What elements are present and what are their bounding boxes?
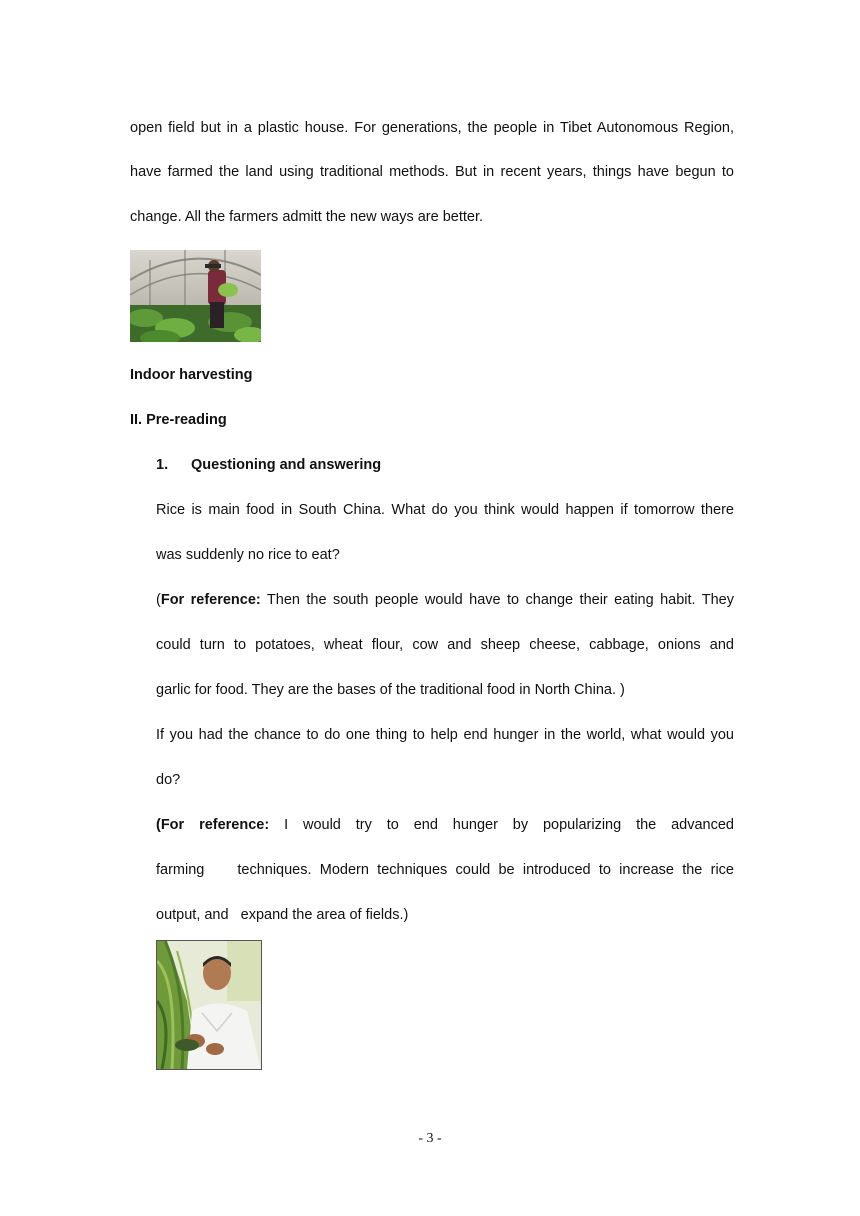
reference-1-open-paren: ( — [156, 592, 161, 608]
scientist-rice-field-photo — [156, 940, 262, 1070]
reference-1-line-1 — [156, 590, 734, 610]
subsection-number: 1. — [156, 457, 169, 473]
section-heading: II. Pre-reading — [130, 412, 227, 428]
reference-1-text-1: Then the south people would have to change their eating habit. They — [260, 592, 734, 608]
greenhouse-harvest-photo — [130, 250, 261, 342]
reference-2-line-2: farming techniques. Modern techniques could be introduced to increase the rice — [156, 862, 734, 878]
reference-1-line-2: could turn to potatoes, wheat flour, cow and sheep cheese, cabbage, onions and — [156, 637, 734, 653]
reference-2-line-1 — [156, 815, 734, 835]
photo1-caption: Indoor harvesting — [130, 367, 253, 383]
reference-2-text-1: I would try to end hunger by popularizing the advanced — [269, 817, 734, 833]
page-number: - 3 - — [418, 1131, 442, 1146]
reference-2-label: (For reference: — [156, 817, 270, 833]
reference-1-label: For reference: — [160, 592, 261, 608]
reference-2-line-3: output, and expand the area of fields.) — [156, 907, 409, 923]
intro-line-3: change. All the farmers admitt the new ways are better. — [130, 209, 484, 225]
question-2-line-2: do? — [156, 772, 181, 788]
subsection-title: Questioning and answering — [191, 457, 382, 473]
intro-line-1: open field but in a plastic house. For generations, the people in Tibet Autonomous Region, — [130, 120, 734, 136]
intro-line-2: have farmed the land using traditional methods. But in recent years, things have begun to — [130, 164, 734, 180]
question-1-line-1: Rice is main food in South China. What do you think would happen if tomorrow there — [156, 502, 734, 518]
question-2-line-1: If you had the chance to do one thing to help end hunger in the world, what would you — [156, 727, 734, 743]
reference-1-line-3: garlic for food. They are the bases of the traditional food in North China. ) — [156, 682, 625, 698]
question-1-line-2: was suddenly no rice to eat? — [156, 547, 340, 563]
